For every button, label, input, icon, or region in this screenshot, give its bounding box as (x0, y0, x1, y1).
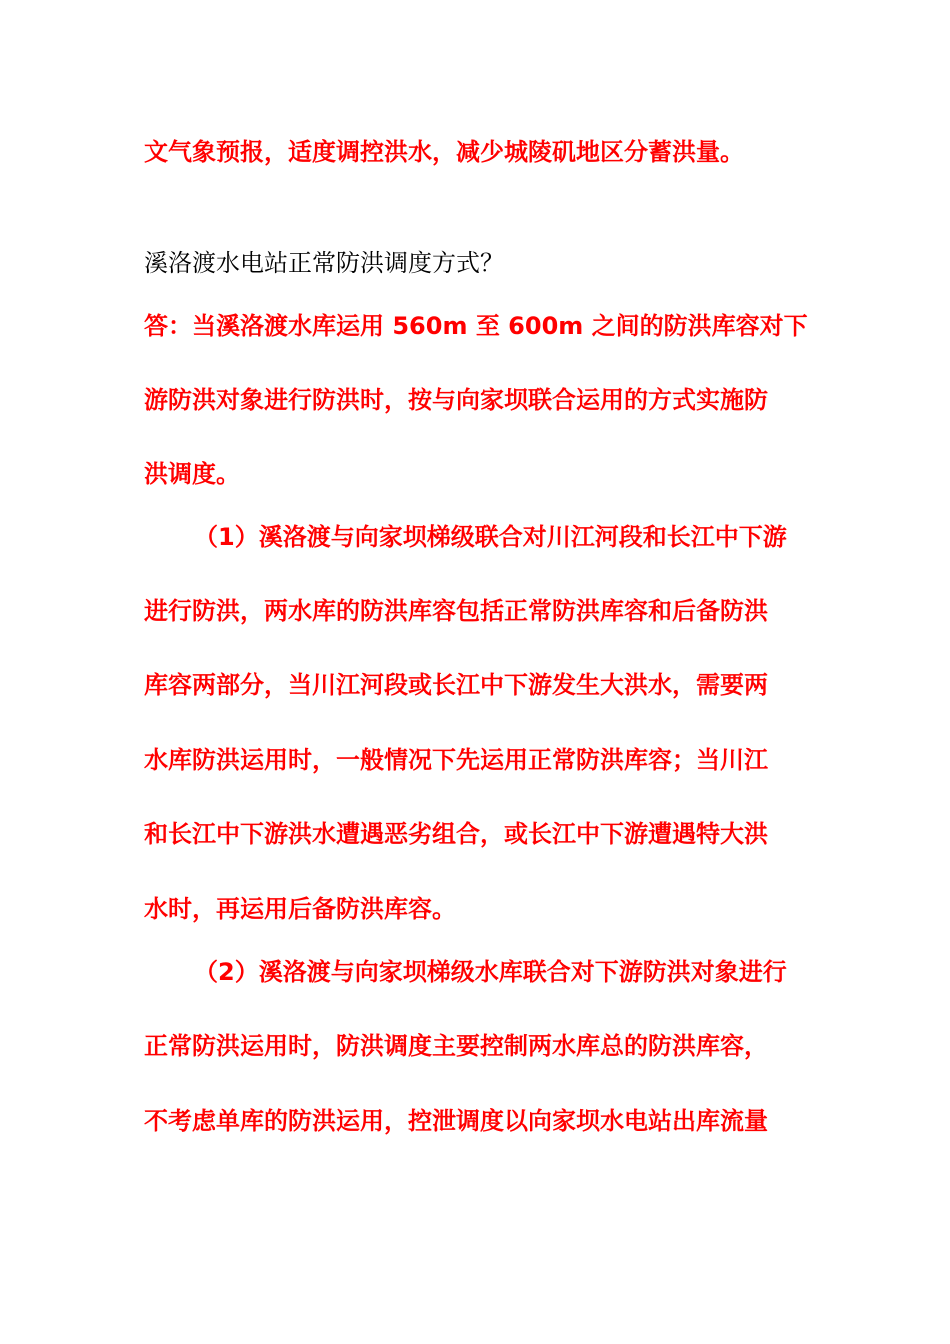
paragraph-1-line-3: 库容两部分，当川江河段或长江中下游发生大洪水，需要两 (144, 671, 768, 699)
paragraph-2-line-3: 不考虑单库的防洪运用，控泄调度以向家坝水电站出库流量 (144, 1107, 768, 1135)
paragraph-1-line-2: 进行防洪，两水库的防洪库容包括正常防洪库容和后备防洪 (144, 597, 768, 625)
paragraph-1-line-1: （1）溪洛渡与向家坝梯级联合对川江河段和长江中下游 (194, 523, 787, 551)
answer-line-2: 游防洪对象进行防洪时，按与向家坝联合运用的方式实施防 (144, 386, 768, 414)
text-line-continuation: 文气象预报，适度调控洪水，减少城陵矶地区分蓄洪量。 (144, 138, 744, 166)
question-heading: 溪洛渡水电站正常防洪调度方式？ (144, 249, 504, 277)
answer-line-3: 洪调度。 (144, 460, 240, 488)
paragraph-2-line-2: 正常防洪运用时，防洪调度主要控制两水库总的防洪库容， (144, 1032, 768, 1060)
paragraph-1-line-5: 和长江中下游洪水遭遇恶劣组合，或长江中下游遭遇特大洪 (144, 820, 768, 848)
paragraph-1-line-4: 水库防洪运用时，一般情况下先运用正常防洪库容；当川江 (144, 746, 768, 774)
answer-line-1: 答：当溪洛渡水库运用 560m 至 600m 之间的防洪库容对下 (144, 312, 808, 340)
paragraph-2-line-1: （2）溪洛渡与向家坝梯级水库联合对下游防洪对象进行 (194, 958, 787, 986)
paragraph-1-line-6: 水时，再运用后备防洪库容。 (144, 895, 456, 923)
